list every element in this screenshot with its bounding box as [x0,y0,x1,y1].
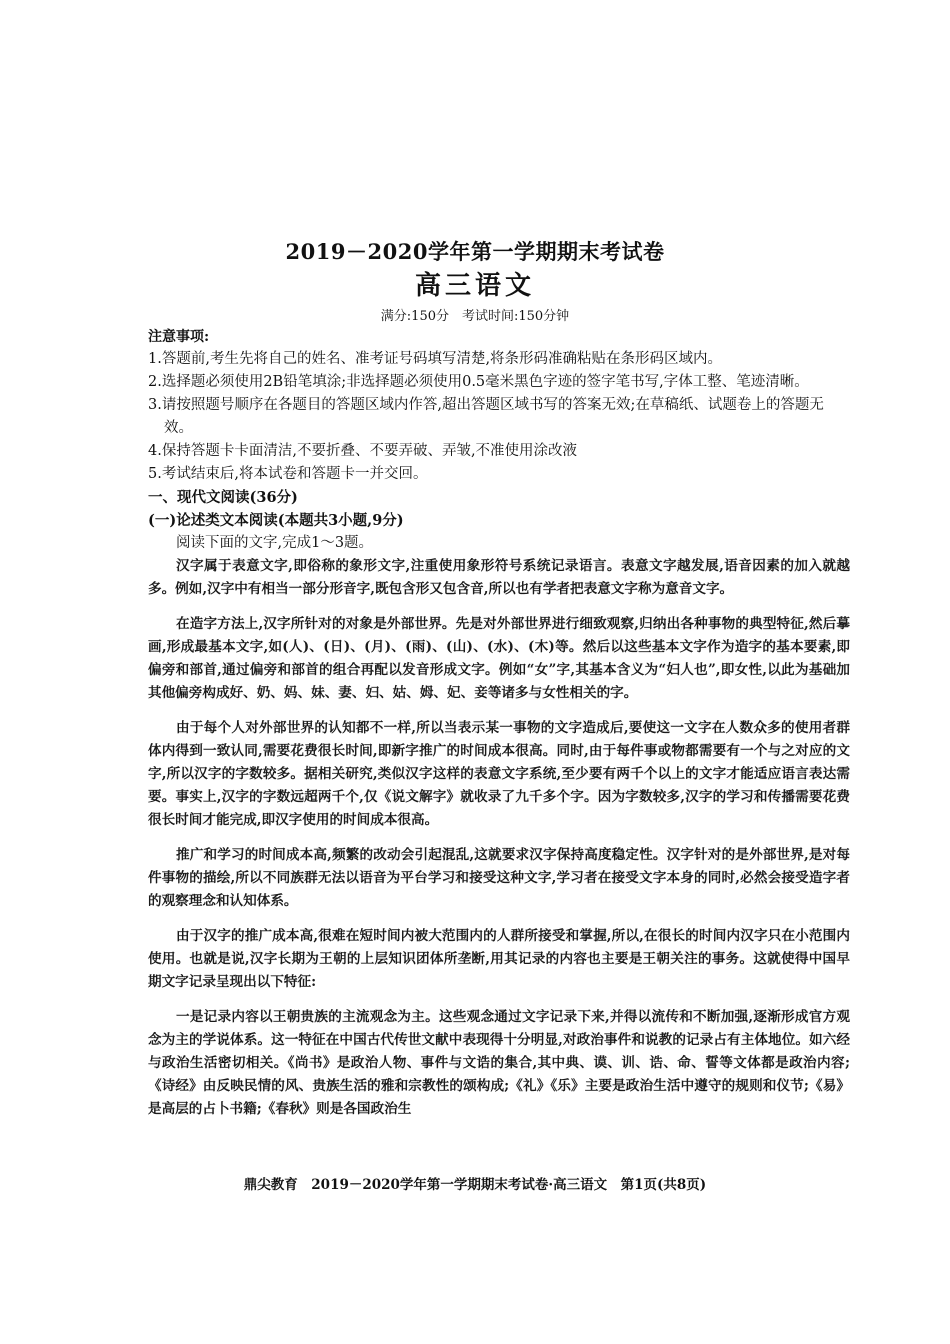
exam-header [0,238,950,328]
reading-instruction: 阅读下面的文字,完成1～3题。 [176,535,374,551]
notice-item-text: 1.答题前,考生先将自己的姓名、准考证号码填写清楚,将条形码准确粘贴在条形码区域内。 [148,351,723,367]
notice-item [148,348,850,371]
passage-paragraph: 在造字方法上,汉字所针对的对象是外部世界。先是对外部世界进行细致观察,归纳出各种事物的典型特征,然后摹画,形成最基本文字,如(人)、(日)、(月)、(雨)、(山)、(水)、(木)等。然后以这些基本文字作为造字的基本要素,即偏旁和部首,通过偏旁和部首的组合再配以发音形成文字。例如“女”字,其基本含义为“妇人也”,即女性,以此为基础加其他偏旁构成好、奶、妈、妹、妻、妇、姑、姆、妃、妾等诸多与女性相关的字。 [148,616,850,701]
notice-item [148,463,850,486]
passage-paragraph: 推广和学习的时间成本高,频繁的改动会引起混乱,这就要求汉字保持高度稳定性。汉字针对的是外部世界,是对每件事物的描绘,所以不同族群无法以语音为平台学习和接受这种文字,学习者在接受文字本身的同时,必然会接受造字者的观察理念和认知体系。 [148,847,850,909]
exam-title: 2019－2020学年第一学期期末考试卷 [285,239,665,264]
notice-title: 注意事项: [148,329,210,345]
notice-item [148,394,850,440]
passage-paragraph: 由于汉字的推广成本高,很难在短时间内被大范围内的人群所接受和掌握,所以,在很长的时间内汉字只在小范围内使用。也就是说,汉字长期为王朝的上层知识团体所垄断,用其记录的内容也主要是王朝关注的事务。这就使得中国早期文字记录呈现出以下特征: [148,928,850,990]
notice-item-text: 3.请按照题号顺序在各题目的答题区域内作答,超出答题区域书写的答案无效;在草稿纸、试题卷上的答题无效。 [148,397,824,436]
passage-paragraph: 由于每个人对外部世界的认知都不一样,所以当表示某一事物的文字造成后,要使这一文字在人数众多的使用者群体内得到一致认同,需要花费很长时间,即新字推广的时间成本很高。同时,由于每件事或物都需要有一个与之对应的文字,所以汉字的字数较多。据相关研究,类似汉字这样的表意文字系统,至少要有两千个以上的文字才能适应语言表达需要。事实上,汉字的字数远超两千个,仅《说文解字》就收录了九千多个字。因为字数较多,汉字的学习和传播需要花费很长时间才能完成,即汉字使用的时间成本很高。 [148,720,850,828]
notice-item-text: 5.考试结束后,将本试卷和答题卡一并交回。 [148,466,428,482]
notice-item [148,371,850,394]
notice-item [148,440,850,463]
notice-item-text: 2.选择题必须使用2B铅笔填涂;非选择题必须使用0.5毫米黑色字迹的签字笔书写,字体工整、笔迹清晰。 [148,374,809,390]
score-time-info: 满分:150分 考试时间:150分钟 [380,309,570,324]
passage-paragraph: 汉字属于表意文字,即俗称的象形文字,注重使用象形符号系统记录语言。表意文字越发展,语音因素的加入就越多。例如,汉字中有相当一部分形音字,既包含形又包含音,所以也有学者把表意文字称为意音文字。 [148,558,850,597]
exam-body [148,326,850,1121]
subject-title: 高三语文 [414,271,535,301]
passage-paragraph: 一是记录内容以王朝贵族的主流观念为主。这些观念通过文字记录下来,并得以流传和不断加强,逐渐形成官方观念为主的学说体系。这一特征在中国古代传世文献中表现得十分明显,对政治事件和说教的记录占有主体地位。如六经与政治生活密切相关。《尚书》是政治人物、事件与文诰的集合,其中典、谟、训、诰、命、誓等文体都是政治内容;《诗经》由反映民情的风、贵族生活的雅和宗教性的颂构成;《礼》《乐》主要是政治生活中遵守的规则和仪节;《易》是高层的占卜书籍;《春秋》则是各国政治生 [148,1009,850,1117]
subsection-heading: (一)论述类文本阅读(本题共3小题,9分) [148,512,404,529]
section-heading: 一、现代文阅读(36分) [148,489,298,506]
notice-item-text: 4.保持答题卡卡面清洁,不要折叠、不要弄破、弄皱,不准使用涂改液 [148,443,578,459]
page-footer: 鼎尖教育 2019－2020学年第一学期期末考试卷·高三语文 第1页(共8页) [243,1177,707,1193]
